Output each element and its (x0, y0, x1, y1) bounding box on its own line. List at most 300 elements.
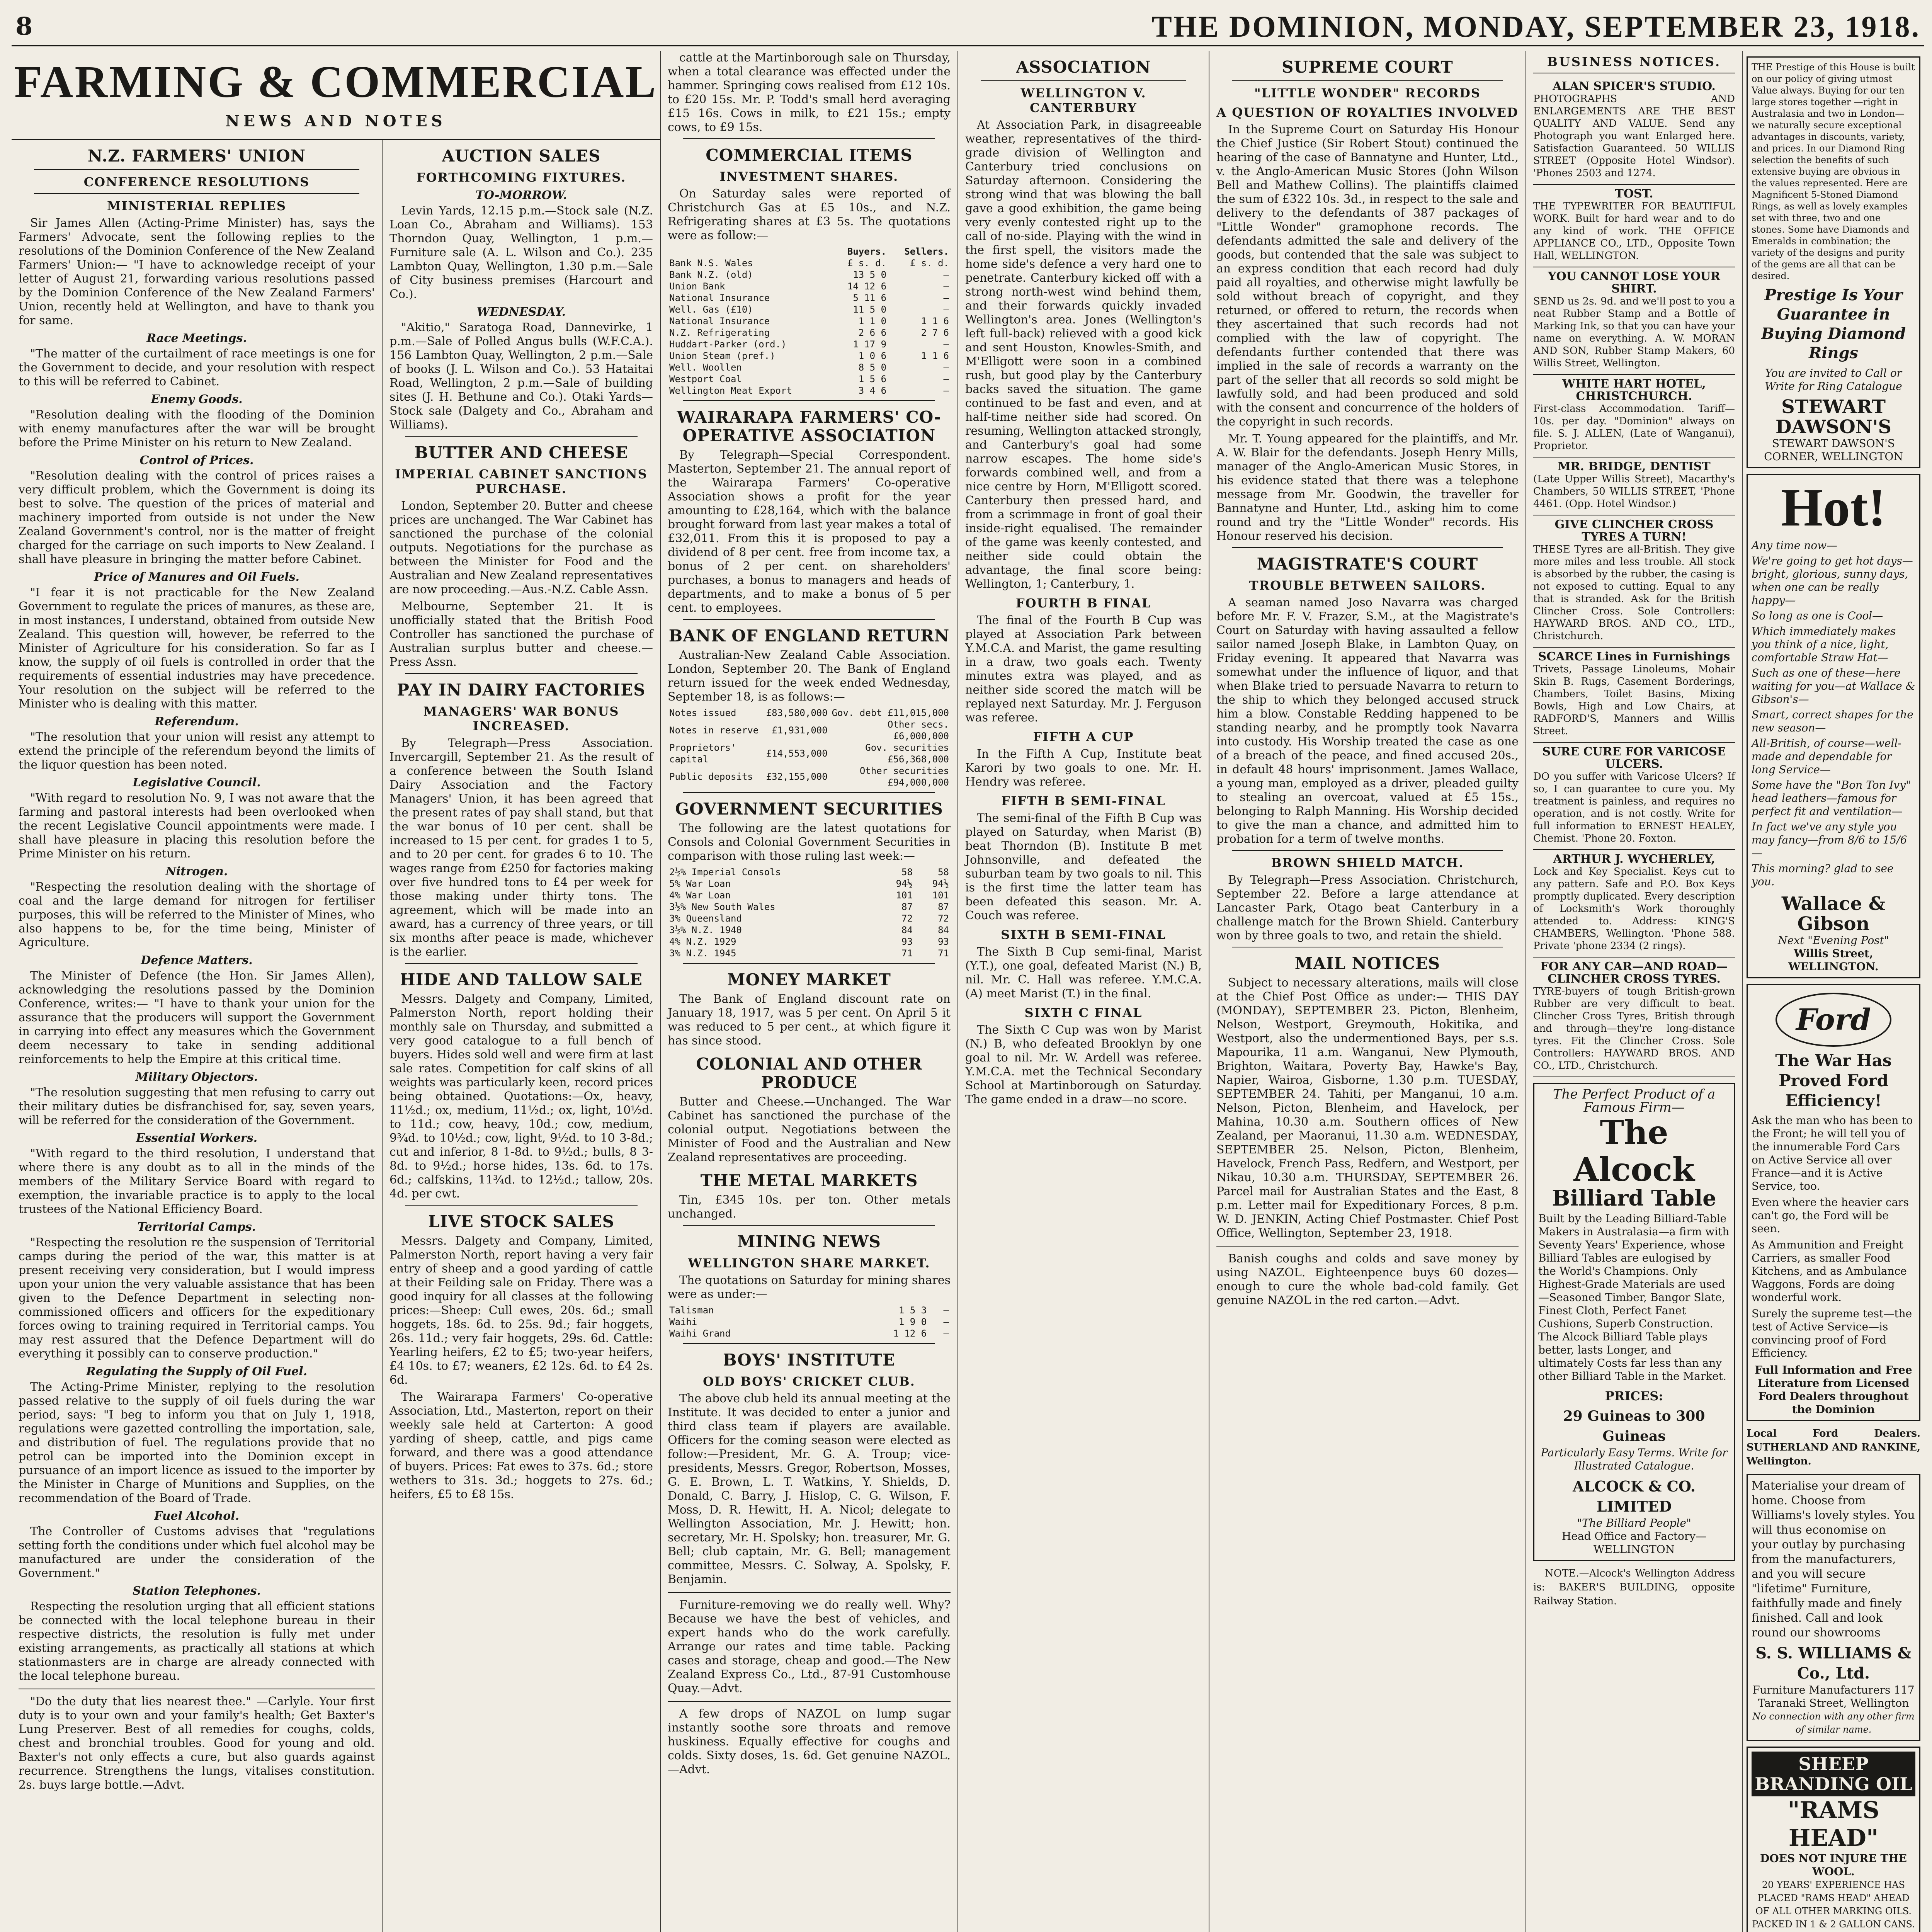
article-subheadline: IMPERIAL CABINET SANCTIONS PURCHASE. (395, 467, 648, 496)
section-paragraph: "The resolution that your union will resist any attempt to extend the principle of the referendum beyond the limits of the liquor question has been noted. (19, 730, 375, 772)
article-headline: MAGISTRATE'S COURT (1257, 554, 1478, 573)
diamond-tagline: Prestige Is Your Guarantee in Buying Diamond Rings (1761, 286, 1906, 362)
table-cell: Waihi Grand (669, 1328, 731, 1339)
section-heading: Price of Manures and Oil Fuels. (94, 570, 299, 584)
article-headline: BANK OF ENGLAND RETURN (668, 626, 950, 645)
diamond-firm: STEWART DAWSON'S (1775, 396, 1892, 438)
article-headline: BUTTER AND CHEESE (414, 443, 628, 462)
table-row (668, 327, 951, 338)
table-cell: Huddart-Parker (ord.) (669, 339, 787, 350)
ford-title: The War Has Proved Ford Efficiency! (1775, 1051, 1892, 1110)
article-subheadline: MANAGERS' WAR BONUS INCREASED. (423, 704, 619, 733)
notice-text: TYRE-buyers of tough British-grown Rubber are very difficult to beat. Clincher Cross Tyres, British through and through—they're long-distance tyres. Fit the Clincher Cross. Sole Controllers: HAYWARD BROS. AND CO., LTD., Christchurch. (1533, 986, 1735, 1071)
section-paragraph: The Minister of Defence (the Hon. Sir James Allen), acknowledging the resolutions passed by the Dominion Conference, writes:— "I have to thank your union for the assurance that the producers will support the Government in carrying into effect any measures which the Government deem necessary to take in sending additional reinforcements to help the Empire at this critical time. (19, 969, 375, 1066)
hot-line: Some have the "Bon Ton Ivy" head leathers—famous for perfect fit and ventilation— (1752, 779, 1911, 818)
table-row (668, 866, 951, 878)
article-headline: MAIL NOTICES (1294, 954, 1440, 973)
table-cell: Other securities £94,000,000 (859, 765, 949, 788)
column-header (668, 246, 833, 257)
table-cell: — (943, 281, 949, 292)
section-paragraph: The Controller of Customs advises that "regulations setting forth the conditions under which fuel alcohol may be manufactured are under the consideration of the Government." (19, 1525, 375, 1580)
alcock-prices-heading: PRICES: (1605, 1389, 1663, 1403)
ford-point: As Ammunition and Freight Carriers, as smaller Food Kitchens, and as Ambulance Waggons, Fords are doing wonderful work. (1752, 1238, 1907, 1304)
table-cell: 3% Queensland (669, 913, 742, 924)
column-header: Sellers. (904, 246, 949, 257)
hot-line: In fact we've any style you may fancy—from 8/6 to 15/6— (1752, 820, 1907, 859)
section-paragraph: "Resolution dealing with the flooding of the Dominion with enemy manufactures after the war will be brought before the Prime Minister on his return to New Zealand. (19, 408, 375, 449)
article-paragraph: Subject to necessary alterations, mails will close at the Chief Post Office as under:— THIS DAY (MONDAY), SEPTEMBER 23. Picton, Blenheim, Nelson, Westport, Greymouth, Hokitika, and Westport, also the undermentioned Bays, per s.s. Mapourika, 11 a.m. Wanganui, New Plymouth, Brighton, Waitara, Poverty Bay, Hawke's Bay, Napier, Wairoa, Gisborne, 1.30 p.m. TUESDAY, SEPTEMBER 24. Tahiti, per Manganui, 10 a.m. Nelson, Picton, Blenheim, and Havelock, per Mahina, 10.30 a.m. Southern offices of New Zealand, per Maoranui, 11.30 a.m. WEDNESDAY, SEPTEMBER 25. Nelson, Picton, Blenheim, Havelock, French Pass, Redfern, and Westport, per Nikau, 10.30 a.m. THURSDAY, SEPTEMBER 26. Parcel mail for Australian States and the East, 8 p.m. Letter mail for Expeditionary Forces, 8 p.m. W. D. JENKIN, Acting Chief Postmaster. Chief Post Office, Wellington, September 23, 1918. (1216, 976, 1519, 1240)
ford-point: Even where the heavier cars can't go, the Ford will be seen. (1752, 1196, 1909, 1235)
table-row (668, 889, 951, 901)
table-cell: 1 9 0 (898, 1316, 927, 1327)
ford-point: Ask the man who has been to the Front; he will tell you of the innumerable Ford Cars on Active Service all over France—and it is Active Service, too. (1752, 1114, 1913, 1192)
business-notice (1533, 515, 1735, 648)
table-cell: Westport Coal (669, 374, 742, 384)
article-subheadline: WELLINGTON V. CANTERBURY (1020, 86, 1146, 115)
alcock-maker: ALCOCK & CO. LIMITED (1573, 1478, 1696, 1515)
table-cell: Gov. debt £11,015,000 (832, 707, 949, 718)
article-subheadline: OLD BOYS' CRICKET CLUB. (703, 1374, 915, 1389)
securities-table (668, 866, 951, 959)
section-paragraph: The Acting-Prime Minister, replying to the resolution passed relative to the supply of oil fuels during the war period, says: "I beg to inform you that on July 1, 1918, regulations were gazetted controlling the importation, sale, and distribution of fuel. The regulations provide that no petrol can be imported into the Dominion except in pursuance of an import licence as issued to the importer by the Minister in Charge of Munitions and Supplies, on the recommendation of the Board of Trade. (19, 1380, 375, 1505)
table-cell: 71 (938, 948, 949, 959)
article-subheadline: A QUESTION OF ROYALTIES INVOLVED (1216, 105, 1519, 120)
article-paragraph: Messrs. Dalgety and Company, Limited, Palmerston North, report having a very fair entry of sheep and a good yarding of cattle at their Feilding sale on Friday. There was a good inquiry for all classes at the following prices:—Sheep: Cull ewes, 20s. 6d.; small hoggets, 18s. 6d. to 25s. 9d.; fair hoggets, 26s. 11d.; very fair hoggets, 29s. 6d. Cattle: Yearling heifers, £2 to £5; two-year heifers, £4 10s. to £7; weaners, £2 12s. 6d. to £4 2s. 6d. (389, 1234, 653, 1387)
table-cell: Union Bank (669, 281, 725, 292)
table-cell: Notes issued (669, 707, 736, 718)
table-cell: 1 5 6 (858, 374, 887, 384)
table-cell: Well. Woollen (669, 362, 742, 373)
table-row (668, 947, 951, 959)
ford-local-dealers: Local Ford Dealers. SUTHERLAND AND RANKINE, Wellington. (1747, 1428, 1920, 1467)
sheep-text: 20 YEARS' EXPERIENCE HAS PLACED "RAMS HEAD" AHEAD OF ALL OTHER MARKING OILS. PACKED IN 1 & 2 GALLON CANS. (1752, 1879, 1915, 1930)
table-row (668, 373, 951, 385)
table-cell: £32,155,000 (766, 771, 828, 782)
table-cell: 58 (901, 867, 913, 878)
table-cell: 3% N.Z. 1945 (669, 948, 736, 959)
table-cell: 8 5 0 (858, 362, 887, 373)
table-row (668, 385, 951, 396)
article-subheadline: FOURTH B FINAL (1015, 596, 1151, 611)
table-cell: 3½% New South Wales (669, 901, 776, 912)
bank-table (668, 707, 951, 788)
business-notice (1533, 850, 1735, 957)
article-paragraph: The semi-final of the Fifth B Cup was played on Saturday, when Marist (B) beat Thorndon (B). Institute B met Johnsonville, and defeated the suburban team by two goals to nil. This is the first time the latter team has been defeated this season. Mr. A. Couch was referee. (965, 811, 1202, 922)
section-paragraph: "Resolution dealing with the control of prices raises a very difficult problem, which the Government is doing its best to solve. The question of the prices of material and machinery imported from outside is not under the New Zealand Government's control, nor is the matter of freight charged for the carriage on such imports to New Zealand. I shall have pleasure in bringing the matter before Cabinet. (19, 469, 375, 566)
article-paragraph: cattle at the Martinborough sale on Thursday, when a total clearance was effected under the hammer. Springing cows realised from £12 10s. to £20 15s. Mr. P. Todd's small herd averaging £15 16s. Cows in milk, to £21 15s.; empty cows, to £9 15s. (668, 51, 951, 134)
table-cell: Public deposits (669, 771, 753, 782)
article-paragraph: The Bank of England discount rate on January 18, 1917, was 5 per cent. On April 5 it was reduced to 5 per cent., at which figure it has since stood. (668, 992, 951, 1048)
notice-text: First-class Accommodation. Tariff—10s. per day. "Dominion" always on file. S. J. ALLEN, (Late of Wanganui), Proprietor. (1533, 403, 1735, 452)
notice-text: PHOTOGRAPHS AND ENLARGEMENTS ARE THE BEST QUALITY AND VALUE. Send any Photograph you want Enlarged here. Satisfaction Guaranteed. 50 WILLIS STREET (Opposite Hotel Windsor). 'Phones 2503 and 1274. (1533, 93, 1735, 179)
column-7 (1743, 51, 1924, 1932)
table-cell: — (943, 269, 949, 280)
fixture-list: "Akitio," Saratoga Road, Dannevirke, 1 p.m.—Sale of Polled Angus bulls (W.F.C.A.). 156 Lambton Quay, Wellington, 2 p.m.—Sale of books (J. L. Wilson and Co.). 53 Hataitai Road, Wellington, 2 p.m.—Sale of building sites (J. H. Bethune and Co.). Otaki Yards—Stock sale (Dalgety and Co., Abraham and Williams). (389, 321, 653, 432)
section-heading: Military Objectors. (135, 1070, 258, 1084)
table-cell: Proprietors' capital (669, 742, 736, 765)
alcock-terms: Particularly Easy Terms. Write for Illustrated Catalogue. (1541, 1446, 1728, 1472)
article-paragraph: The above club held its annual meeting at the Institute. It was decided to enter a junior and third class team if players are available. Officers for the coming season were elected as follow:—President, Mr. G. A. Troup; vice-presidents, Messrs. Gregor, Robertson, Mosses, G. E. Brown, L. T. Watkins, Y. Shields, D. Donald, C. Barry, J. Hislop, C. G. Wilson, F. Moss, D. R. Hewitt, H. A. Nicol; delegate to Wellington Association, Mr. J. Hewitt; hon. secretary, Mr. H. Spolsky; hon. treasurer, Mr. G. Bell; club captain, Mr. G. Bell; management committee, Messrs. C. Solway, A. Spolsky, F. Benjamin. (668, 1392, 951, 1586)
article-headline: WAIRARAPA FARMERS' CO-OPERATIVE ASSOCIATION (677, 408, 942, 445)
table-cell: 71 (901, 948, 913, 959)
article-subheadline: FIFTH B SEMI-FINAL (1001, 794, 1166, 808)
alcock-product: Billiard Table (1552, 1185, 1716, 1211)
article-paragraph: The Wairarapa Farmers' Co-operative Association, Ltd., Masterton, report on their weekly sale held at Carterton: A good yarding of sheep, cattle, and pigs came forward, and there was a good attendance of buyers. Prices: Fat ewes to 37s. 6d.; store wethers to 31s. 3d.; hoggets to 27s. 6d.; heifers, £5 to £8 15s. (389, 1390, 653, 1501)
article-paragraph: At Association Park, in disagreeable weather, representatives of the third-grade division of Wellington and Canterbury tried conclusions on Saturday afternoon. Considering the strong wind that was blowing the ball gave a good exhibition, the game being very evenly contested right up to the call of no-side. Playing with the wind in the first spell, the visitors made the home side's defence a very hard one to penetrate. Canterbury kicked off with a strong north-west wind behind them, and their forwards quickly invaded Wellington's area. Jones (Wellington's left full-back) relieved with a good kick and sent Houston, Knowles-Smith, and M'Elligott were soon in a combined rush, but good play by the Canterbury backs saved the situation. The game continued to be fast and even, and at half-time neither side had scored. On resuming, Wellington attacked strongly, and Canterbury's goal had some narrow escapes. The home side's forwards combined well, and from a nice centre by Horn, M'Elligott scored. Canterbury then pressed hard, and from a scrimmage in front of goal their inside-right equalised. The remainder of the game was keenly contested, and neither side could obtain the advantage, the final score being: Wellington, 1; Canterbury, 1. (965, 118, 1202, 591)
table-cell: £83,580,000 (766, 707, 828, 718)
table-cell: 1 1 6 (921, 316, 949, 327)
business-notice (1533, 457, 1735, 515)
section-heading: Legislative Council. (133, 776, 261, 789)
table-cell: 14 12 6 (847, 281, 887, 292)
sheep-line: DOES NOT INJURE THE WOOL. (1760, 1852, 1907, 1878)
alcock-prices: 29 Guineas to 300 Guineas (1563, 1408, 1705, 1444)
hot-firm: Wallace & Gibson (1781, 893, 1886, 935)
advert-text: "Do the duty that lies nearest thee." —Carlyle. Your first duty is to your own and your family's health; Get Baxter's Lung Preserver. Best of all remedies for coughs, colds, chest and bronchial troubles. Good for young and old. Baxter's not only effects a cure, but also guards against recurrence. Strengthens the lungs, vitalises constitution. 2s. buys large bottle.—Advt. (19, 1695, 375, 1792)
williams-firm: S. S. WILLIAMS & Co., Ltd. (1755, 1644, 1912, 1682)
table-cell: 2 6 6 (858, 327, 887, 338)
article-subheadline: SIXTH B SEMI-FINAL (1001, 927, 1166, 942)
article-subheadline: CONFERENCE RESOLUTIONS (83, 175, 310, 189)
williams-note: No connection with any other firm of similar name. (1752, 1711, 1915, 1735)
article-headline: THE METAL MARKETS (700, 1171, 918, 1190)
article-paragraph: Tin, £345 10s. per ton. Other metals unchanged. (668, 1193, 951, 1221)
ford-advert (1747, 984, 1920, 1421)
table-cell: 1 12 6 (893, 1328, 927, 1339)
article-subheadline: WELLINGTON SHARE MARKET. (688, 1256, 930, 1270)
sheep-brand: "RAMS HEAD" (1787, 1797, 1879, 1852)
section-paragraph: "I fear it is not practicable for the New Zealand Government to regulate the prices of manures, as these are, in most instances, I understand, obtained from outside New Zealand. This question will, however, be referred to the Minister of Agriculture for his consideration. So far as I know, the supply of oil fuels is controlled in order that the requirements of essential industries may have precedence. Your resolution on the subject will be referred to the Minister who is dealing with this matter. (19, 586, 375, 711)
section-heading: Enemy Goods. (151, 393, 243, 406)
table-cell: 2 7 6 (921, 327, 949, 338)
table-row (668, 936, 951, 947)
article-headline: ASSOCIATION (1016, 58, 1151, 77)
section-heading: Defence Matters. (141, 954, 253, 967)
diamond-cta: You are invited to Call or Write for Ring Catalogue (1765, 367, 1902, 393)
notice-text: Lock and Key Specialist. Keys cut to any pattern. Safe and P.O. Box Keys promptly duplicated. Every description of Locksmith's Work thoroughly attended to. Address: KING'S CHAMBERS, Wellington. 'Phone 588. Private 'phone 2334 (2 rings). (1533, 866, 1735, 952)
section-paragraph: "With regard to the third resolution, I understand that where there is any doubt as to all in the minds of the members of the Military Service Board with regard to exemption, the invariable practice is to apply to the local trustees of the National Efficiency Board. (19, 1147, 375, 1216)
auction-headline: AUCTION SALES (442, 146, 601, 165)
article-paragraph: The Sixth B Cup semi-final, Marist (Y.T.), one goal, defeated Marist (N.) B, nil. Mr. C. Hall was referee. Y.M.C.A. (A) meet Marist (T.) in the final. (965, 945, 1202, 1000)
section-heading: Control of Prices. (139, 454, 254, 467)
section-heading: Territorial Camps. (137, 1220, 256, 1234)
notice-title: SURE CURE FOR VARICOSE ULCERS. (1542, 745, 1726, 771)
table-row (668, 719, 951, 742)
article-headline: LIVE STOCK SALES (428, 1212, 614, 1231)
table-cell: 4% War Loan (669, 890, 731, 901)
article-subheadline: TROUBLE BETWEEN SAILORS. (1249, 578, 1486, 593)
article-paragraph: The following are the latest quotations for Consols and Colonial Government Securities in comparison with those ruling last week:— (668, 821, 951, 863)
section-paragraph: "The resolution suggesting that men refusing to carry out their military duties be disfranchised for, say, seven years, will be referred for the consideration of the Government. (19, 1086, 375, 1127)
article-paragraph: In the Supreme Court on Saturday His Honour the Chief Justice (Sir Robert Stout) continued the hearing of the case of Bannatyne and Hunter, Ltd., v. the Anglo-American Music Stores (John Wilson Bell and Mathew Collins). The plaintiffs claimed the sum of £322 10s. 3d., in respect to the sale and delivery to the defendants of 387 packages of "Little Wonder" gramophone records. The defendants admitted the sale and delivery of the goods, but contended that the sale was subject to an express condition that each record had duly paid all royalties, and otherwise might lawfully be sold without breach of copyright, and they returned, or offered to return, the records when they ascertained that such records had not complied with the law of copyright. The defendants further contended that there was implied in the sale of records a warranty on the part of the seller that all records so sold might be lawfully sold, and had been produced and sold with the consent and concurrence of the holders of the copyright in such records. (1216, 123, 1519, 429)
article-paragraph: By Telegraph—Press Association. Invercargill, September 21. As the result of a conference between the South Island Dairy Association and the Factory Managers' Union, it has been agreed that the present rates of pay shall stand, but that the war bonus of 10 per cent. shall be increased to 15 per cent. for grades 1 to 5, and to 20 per cent. for grades 6 to 10. The wages range from £250 for factories making over five hundred tons to £4 per week for those making under thirty tons. The agreement, which will be made into an award, has a currency of three years, or till six months after peace is made, whichever is the earlier. (389, 736, 653, 959)
table-cell: £ s. d. (910, 258, 949, 269)
table-cell: 93 (901, 936, 913, 947)
table-row (668, 292, 951, 304)
article-paragraph: Mr. T. Young appeared for the plaintiffs, and Mr. A. W. Blair for the defendants. Joseph Henry Mills, manager of the Anglo-American Music Stores, in his evidence stated that there was a telephone message from Mr. Goodwin, the traveller for Bannatyne and Hunter, Ltd., asking him to come round and try the "Little Wonder" records. His Honour reserved his decision. (1216, 432, 1519, 543)
advert-text: Furniture-removing we do really well. Why? Because we have the best of vehicles, and expert hands who do the work carefully. Arrange our rates and time table. Packing cases and storage, cheap and good.—The New Zealand Express Co., Ltd., 87-91 Customhouse Quay.—Advt. (668, 1598, 951, 1695)
table-cell: N.Z. Refrigerating (669, 327, 770, 338)
ford-logo: Ford (1776, 993, 1891, 1047)
business-notice (1533, 77, 1735, 185)
article-paragraph: Sir James Allen (Acting-Prime Minister) has, says the Farmers' Advocate, sent the following replies to the resolutions of the Dominion Conference of the New Zealand Farmers' Union:— "I have to acknowledge receipt of your letter of August 21, forwarding various resolutions passed by the Dominion Conference of the New Zealand Farmers' Union, recently held at Wellington, and have to thank you for same. (19, 216, 375, 327)
banner-title: FARMING & COMMERCIAL (14, 56, 658, 107)
day-heading: WEDNESDAY. (476, 305, 566, 319)
alcock-text: Built by the Leading Billiard-Table Makers in Australasia—a firm with Seventy Years' Experience, whose Billiard Tables are eulogised by the World's Champions. Only Highest-Grade Materials are used—Seasoned Timber, Bangor Slate, Finest Cloth, Perfect Fanet Cushions, Superb Construction. The Alcock Billiard Table plays better, lasts Longer, and ultimately Costs far less than any other Billiard Table in the Market. (1538, 1212, 1730, 1383)
williams-address: Furniture Manufacturers 117 Taranaki Street, Wellington (1752, 1684, 1915, 1709)
table-cell: 101 (932, 890, 949, 901)
notice-text: DO you suffer with Varicose Ulcers? If so, I can guarantee to cure you. My treatment is painless, and requires no operation, and is not costly. Write for full information to ERNEST HEALEY, Chemist. 'Phone 20. Foxton. (1533, 771, 1735, 844)
table-row (668, 269, 951, 281)
alcock-pre: The Perfect Product of a Famous Firm— (1553, 1087, 1716, 1115)
article-paragraph: By Telegraph—Press Association. Christchurch, September 22. Before a large attendance at Lancaster Park, Otago beat Canterbury in a challenge match for the Brown Shield. Canterbury won by three goals to two, and retain the shield. (1216, 873, 1519, 942)
table-row (668, 350, 951, 362)
article-subheadline: BROWN SHIELD MATCH. (1271, 855, 1464, 870)
article-paragraph: Melbourne, September 21. It is unofficially stated that the British Food Controller has sanctioned the purchase of Australian surplus butter and cheese.—Press Assn. (389, 600, 653, 669)
article-paragraph: Australian-New Zealand Cable Association. London, September 20. The Bank of England return issued for the week ended Wednesday, September 18, is as follows:— (668, 648, 951, 704)
table-cell: 1 1 6 (921, 350, 949, 361)
article-headline: SUPREME COURT (1282, 58, 1453, 77)
hot-line: All-British, of course—well-made and dependable for long Service— (1752, 737, 1901, 776)
article-headline: HIDE AND TALLOW SALE (400, 970, 643, 989)
column-4 (958, 51, 1209, 1932)
table-cell: 87 (901, 901, 913, 912)
table-cell: 1 5 3 (898, 1305, 927, 1316)
shares-table (668, 246, 951, 396)
table-cell: 5% War Loan (669, 878, 731, 889)
table-cell: — (943, 1316, 949, 1327)
table-row (668, 765, 951, 788)
alcock-advert (1533, 1083, 1735, 1561)
hot-line: Which immediately makes you think of a nice, light, comfortable Straw Hat— (1752, 625, 1896, 664)
table-cell: National Insurance (669, 316, 770, 327)
alcock-office: Head Office and Factory— WELLINGTON (1561, 1530, 1707, 1556)
diamond-intro: THE Prestige of this House is built on our policy of giving utmost Value always. Buying for our ten large stores together —right in Australasia and two in London— we naturally secure exceptional advantages in discounts, variety, and prices. In our Diamond Ring selection the benefits of such extensive buying are obvious in the values represented. Here are Magnificent 5-Stoned Diamond Rings, as well as lovely examples set with three, two and one stones. Some have Diamonds and Emeralds in combination; the variety of the designs and purity of the gems are all that can be desired. (1752, 62, 1915, 281)
table-row (668, 707, 951, 719)
table-cell: 13 5 0 (853, 269, 887, 280)
section-heading: Station Telephones. (133, 1584, 261, 1598)
table-cell: — (943, 293, 949, 303)
notice-text: Trivets, Passage Linoleums, Mohair Skin B. Rugs, Casement Borderings, Chambers, Toilet Basins, Mixing Bowls, High and Low Chairs, at RADFORD'S, Manners and Willis Street. (1533, 663, 1735, 737)
table-cell: 84 (901, 925, 913, 935)
rams-head-advert (1747, 1747, 1920, 1932)
table-cell: — (943, 304, 949, 315)
article-paragraph: Butter and Cheese.—Unchanged. The War Cabinet has sanctioned the purchase of the colonial output. Negotiations between the Minister of Food and the Australian and New Zealand representatives are proceeding. (668, 1095, 951, 1164)
article-subheadline: SIXTH C FINAL (1024, 1005, 1143, 1020)
advert-text: Banish coughs and colds and save money by using NAZOL. Eighteenpence buys 60 dozes—enough to cure the whole bad-cold family. Get genuine NAZOL in the red carton.—Advt. (1216, 1252, 1519, 1307)
table-cell: Union Steam (pref.) (669, 350, 776, 361)
table-cell: 11 5 0 (853, 304, 887, 315)
table-cell: 4% N.Z. 1929 (669, 936, 736, 947)
column-5 (1209, 51, 1526, 1932)
columns (12, 51, 1924, 1932)
article-headline: PAY IN DAIRY FACTORIES (397, 680, 646, 699)
table-cell: 3 4 6 (858, 385, 887, 396)
ford-footer: Full Information and Free Literature from Licensed Ford Dealers throughout the Dominion (1755, 1364, 1912, 1416)
hot-line: Such as one of these—here waiting for you—at Wallace & Gibson's— (1752, 667, 1915, 706)
table-row (668, 913, 951, 924)
section-paragraph: "Respecting the resolution dealing with the shortage of coal and the large demand for nitrogen for fertiliser purposes, this will be referred to the Minister of Mines, who also happens to be, for the time being, Minister of Agriculture. (19, 880, 375, 949)
table-cell: 2½% Imperial Consols (669, 867, 781, 878)
section-paragraph: "With regard to resolution No. 9, I was not aware that the farming and pastoral interests had been overlooked when the recent Legislative Council appointments were made. I shall have pleasure in placing this resolution before the Prime Minister on his return. (19, 791, 375, 861)
business-notices-header: BUSINESS NOTICES. (1533, 51, 1735, 73)
table-cell: £ s. d. (847, 258, 887, 269)
williams-text: Materialise your dream of home. Choose from Williams's lovely styles. You will thus economise on your outlay by purchasing from the manufacturers, and you will secure "lifetime" Furniture, faithfully made and finely finished. Call and look round our showrooms (1752, 1479, 1915, 1639)
table-cell: — (943, 1305, 949, 1316)
table-cell: 94½ (896, 878, 913, 889)
table-cell: 93 (938, 936, 949, 947)
article-paragraph: In the Fifth A Cup, Institute beat Karori by two goals to one. Mr. H. Hendry was referee. (965, 747, 1202, 789)
table-cell: 1 1 0 (858, 316, 887, 327)
table-cell: 5 11 6 (853, 293, 887, 303)
column-6 (1526, 51, 1743, 1932)
business-notice (1533, 185, 1735, 267)
table-cell: 72 (938, 913, 949, 924)
table-row (668, 901, 951, 913)
notice-title: GIVE CLINCHER CROSS TYRES A TURN! (1554, 518, 1714, 544)
notice-title: TOST. (1615, 187, 1653, 201)
article-subheadline: INVESTMENT SHARES. (719, 169, 899, 184)
table-cell: Bank N.S. Wales (669, 258, 753, 269)
banner-subtitle: NEWS AND NOTES (225, 112, 446, 130)
hot-address-2: Willis Street, WELLINGTON. (1788, 947, 1879, 973)
notice-text: (Late Upper Willis Street), Macarthy's Chambers, 50 WILLIS STREET, 'Phone 4461. (Opp. Hotel Windsor.) (1533, 473, 1735, 510)
section-paragraph: "Respecting the resolution re the suspension of Territorial camps during the period of the war, this matter is at present receiving very consideration, but I would impress upon your union the very valuable assistance that has been given to the Defence Department in selecting non-commissioned officers and officers for the expeditionary forces owing to training required in Territorial camps. You may rest assured that the Defence Department will do everything it possibly can to conserve production." (19, 1236, 375, 1361)
stewart-dawson-advert (1747, 56, 1920, 468)
table-row (668, 257, 951, 269)
article-subheadline: MINISTERIAL REPLIES (107, 199, 286, 213)
article-subheadline: FIFTH A CUP (1033, 730, 1134, 744)
table-row (668, 1316, 951, 1328)
business-notice (1533, 743, 1735, 850)
hot-line: This morning? glad to see you. (1752, 862, 1894, 888)
section-heading: Essential Workers. (136, 1131, 258, 1145)
table-cell: 1 17 9 (853, 339, 887, 350)
business-notice (1533, 375, 1735, 457)
article-subheadline: "LITTLE WONDER" RECORDS (1254, 86, 1481, 100)
advert-text: A few drops of NAZOL on lump sugar instantly soothe sore throats and remove huskiness. Equally effective for coughs and colds. Sixty doses, 1s. 6d. Get genuine NAZOL.—Advt. (668, 1707, 951, 1776)
notice-title: ALAN SPICER'S STUDIO. (1553, 80, 1716, 93)
article-paragraph: The final of the Fourth B Cup was played at Association Park between Y.M.C.A. and Marist, the game resulting in a draw, two goals each. Twenty minutes extra was played, and as neither side scored the match will be replayed next Saturday. Mr. J. Ferguson was referee. (965, 614, 1202, 724)
section-heading: Referendum. (155, 715, 239, 728)
auction-subheadline: FORTHCOMING FIXTURES. (416, 170, 626, 185)
article-headline: MONEY MARKET (727, 970, 891, 989)
section-paragraph: Respecting the resolution urging that all efficient stations be connected with the local telephone bureau in their respective districts, the resolution is fully met under existing arrangements, as practically all stations at which stationmasters are in charge are already connected with the local telephone bureau. (19, 1600, 375, 1683)
table-row (668, 338, 951, 350)
notice-title: SCARCE Lines in Furnishings (1538, 650, 1730, 663)
section-banner (12, 51, 661, 140)
section-paragraph: "The matter of the curtailment of race meetings is one for the Government to decide, and your resolution with respect to this will be referred to Cabinet. (19, 347, 375, 388)
table-cell: National Insurance (669, 293, 770, 303)
table-header-row (668, 246, 951, 257)
table-row (668, 281, 951, 292)
table-cell: Other secs. £6,000,000 (888, 719, 949, 742)
notice-title: MR. BRIDGE, DENTIST (1558, 460, 1711, 473)
table-row (668, 304, 951, 315)
table-cell: £14,553,000 (766, 748, 828, 759)
article-paragraph: By Telegraph—Special Correspondent. Masterton, September 21. The annual report of the Wairarapa Farmers' Co-operative Association shows a profit for the year amounting to £28,164, which with the balance brought forward from last year makes a total of £32,011. From this it is proposed to pay a dividend of 8 per cent. free from income tax, a bonus of 2 per cent. on shareholders' purchases, a bonus to managers and heads of departments, and to make a bonus of 5 per cent. to employees. (668, 448, 951, 615)
article-headline: GOVERNMENT SECURITIES (675, 799, 943, 818)
ford-point: Surely the supreme test—the test of Active Service—is convincing proof of Ford Efficiency. (1752, 1307, 1912, 1359)
diamond-address: STEWART DAWSON'S CORNER, WELLINGTON (1764, 437, 1903, 463)
hot-address-1: Next "Evening Post" (1778, 934, 1889, 947)
table-cell: 87 (938, 901, 949, 912)
notice-title: YOU CANNOT LOSE YOUR SHIRT. (1548, 270, 1720, 296)
masthead-title: THE DOMINION, MONDAY, SEPTEMBER 23, 1918. (1151, 9, 1920, 43)
table-cell: Well. Gas (£10) (669, 304, 753, 315)
section-heading: Race Meetings. (146, 332, 247, 345)
table-cell: 101 (896, 890, 913, 901)
notice-text: THE TYPEWRITER FOR BEAUTIFUL WORK. Built for hard wear and to do any kind of work. THE OFFICE APPLIANCE CO., LTD., Opposite Town Hall, WELLINGTON. (1533, 201, 1735, 262)
table-cell: Gov. securities £56,368,000 (865, 742, 949, 765)
article-paragraph: Messrs. Dalgety and Company, Limited, Palmerston North, report holding their monthly sale on Thursday, and submitted a very good catalogue to a full bench of buyers. Hides sold well and were firm at last sale rates. Competition for calf skins of all weights was particularly keen, record prices being obtained. Quotations:—Ox, heavy, 11½d.; ox, medium, 11½d.; ox, light, 10½d. to 11d.; cow, heavy, 10d.; cow, medium, 9¾d. to 10½d.; cow, light, 9½d. to 10 3-8d.; cut and inferior, 8 1-8d. to 9½d.; bulls, 8 3-8d. to 9½d.; horse hides, 13s. 6d. to 17s. 6d.; calfskins, 11¾d. to 12½d.; tallow, 20s. 4d. per cwt. (389, 992, 653, 1201)
section-heading: Nitrogen. (165, 865, 228, 878)
table-cell: Talisman (669, 1305, 714, 1316)
hot-line: Any time now— (1752, 539, 1838, 552)
business-notice (1533, 267, 1735, 375)
table-cell: 3½% N.Z. 1940 (669, 925, 742, 935)
table-row (668, 924, 951, 936)
business-notice (1533, 957, 1735, 1077)
article-headline: MINING NEWS (737, 1232, 881, 1251)
article-paragraph: London, September 20. Butter and cheese prices are unchanged. The War Cabinet has sanctioned the purchase of the colonial outputs. Negotiations for the purchase as between the Minister for Food and the Australian and New Zealand representatives are now proceeding.—Aus.-N.Z. Cable Assn. (389, 499, 653, 596)
williams-advert (1747, 1474, 1920, 1741)
article-headline: COLONIAL AND OTHER PRODUCE (696, 1054, 922, 1092)
table-cell: 84 (938, 925, 949, 935)
table-row (668, 742, 951, 765)
table-cell: Notes in reserve (669, 725, 759, 736)
table-cell: — (943, 339, 949, 350)
section-heading: Fuel Alcohol. (154, 1509, 240, 1523)
table-row (668, 362, 951, 373)
table-cell: — (943, 362, 949, 373)
alcock-name: The Alcock (1573, 1113, 1695, 1189)
day-heading: TO-MORROW. (475, 189, 567, 202)
hot-line: So long as one is Cool— (1752, 609, 1883, 622)
article-paragraph: On Saturday sales were reported of Christchurch Gas at £5 10s., and N.Z. Refrigerating shares at £3 5s. The quotations were as follow:— (668, 187, 951, 242)
newspaper-page (12, 8, 1924, 1932)
table-row (668, 878, 951, 889)
table-row (668, 1304, 951, 1316)
table-cell: Bank N.Z. (old) (669, 269, 753, 280)
wallace-gibson-advert (1747, 474, 1920, 978)
hot-line: We're going to get hot days—bright, glorious, sunny days, when one can be really happy— (1752, 554, 1913, 607)
hot-title: Hot! (1781, 478, 1886, 537)
article-headline: BOYS' INSTITUTE (723, 1350, 896, 1369)
article-paragraph: The Sixth C Cup was won by Marist (N.) B, who defeated Brooklyn by one goal to nil. Mr. W. Ardell was referee. Y.M.C.A. met the Technical Secondary School at Martinborough on Saturday. The game ended in a draw—no score. (965, 1023, 1202, 1106)
table-cell: Wellington Meat Export (669, 385, 792, 396)
notice-title: FOR ANY CAR—AND ROAD—CLINCHER CROSS TYRES. (1540, 960, 1728, 986)
table-row (668, 315, 951, 327)
table-row (668, 1328, 951, 1339)
page-number: 8 (15, 12, 33, 41)
column-3 (661, 51, 958, 1932)
alcock-tagline: "The Billiard People" (1577, 1517, 1691, 1529)
article-headline: N.Z. FARMERS' UNION (87, 146, 306, 165)
hot-line: Smart, correct shapes for the new season— (1752, 708, 1913, 734)
notice-title: WHITE HART HOTEL, CHRISTCHURCH. (1562, 377, 1706, 403)
alcock-note: NOTE.—Alcock's Wellington Address is: BAKER'S BUILDING, opposite Railway Station. (1533, 1568, 1735, 1607)
table-cell: £1,931,000 (772, 725, 828, 736)
masthead (12, 8, 1924, 46)
table-cell: Waihi (669, 1316, 697, 1327)
article-paragraph: The quotations on Saturday for mining shares were as under:— (668, 1274, 951, 1301)
business-notice (1533, 648, 1735, 743)
table-cell: 94½ (932, 878, 949, 889)
notice-text: SEND us 2s. 9d. and we'll post to you a neat Rubber Stamp and a Bottle of Marking Ink, so that you can have your name on everything. A. W. MORAN AND SON, Rubber Stamp Makers, 60 Willis Street, Wellington. (1533, 296, 1735, 369)
table-cell: 1 0 6 (858, 350, 887, 361)
mining-table (668, 1304, 951, 1339)
